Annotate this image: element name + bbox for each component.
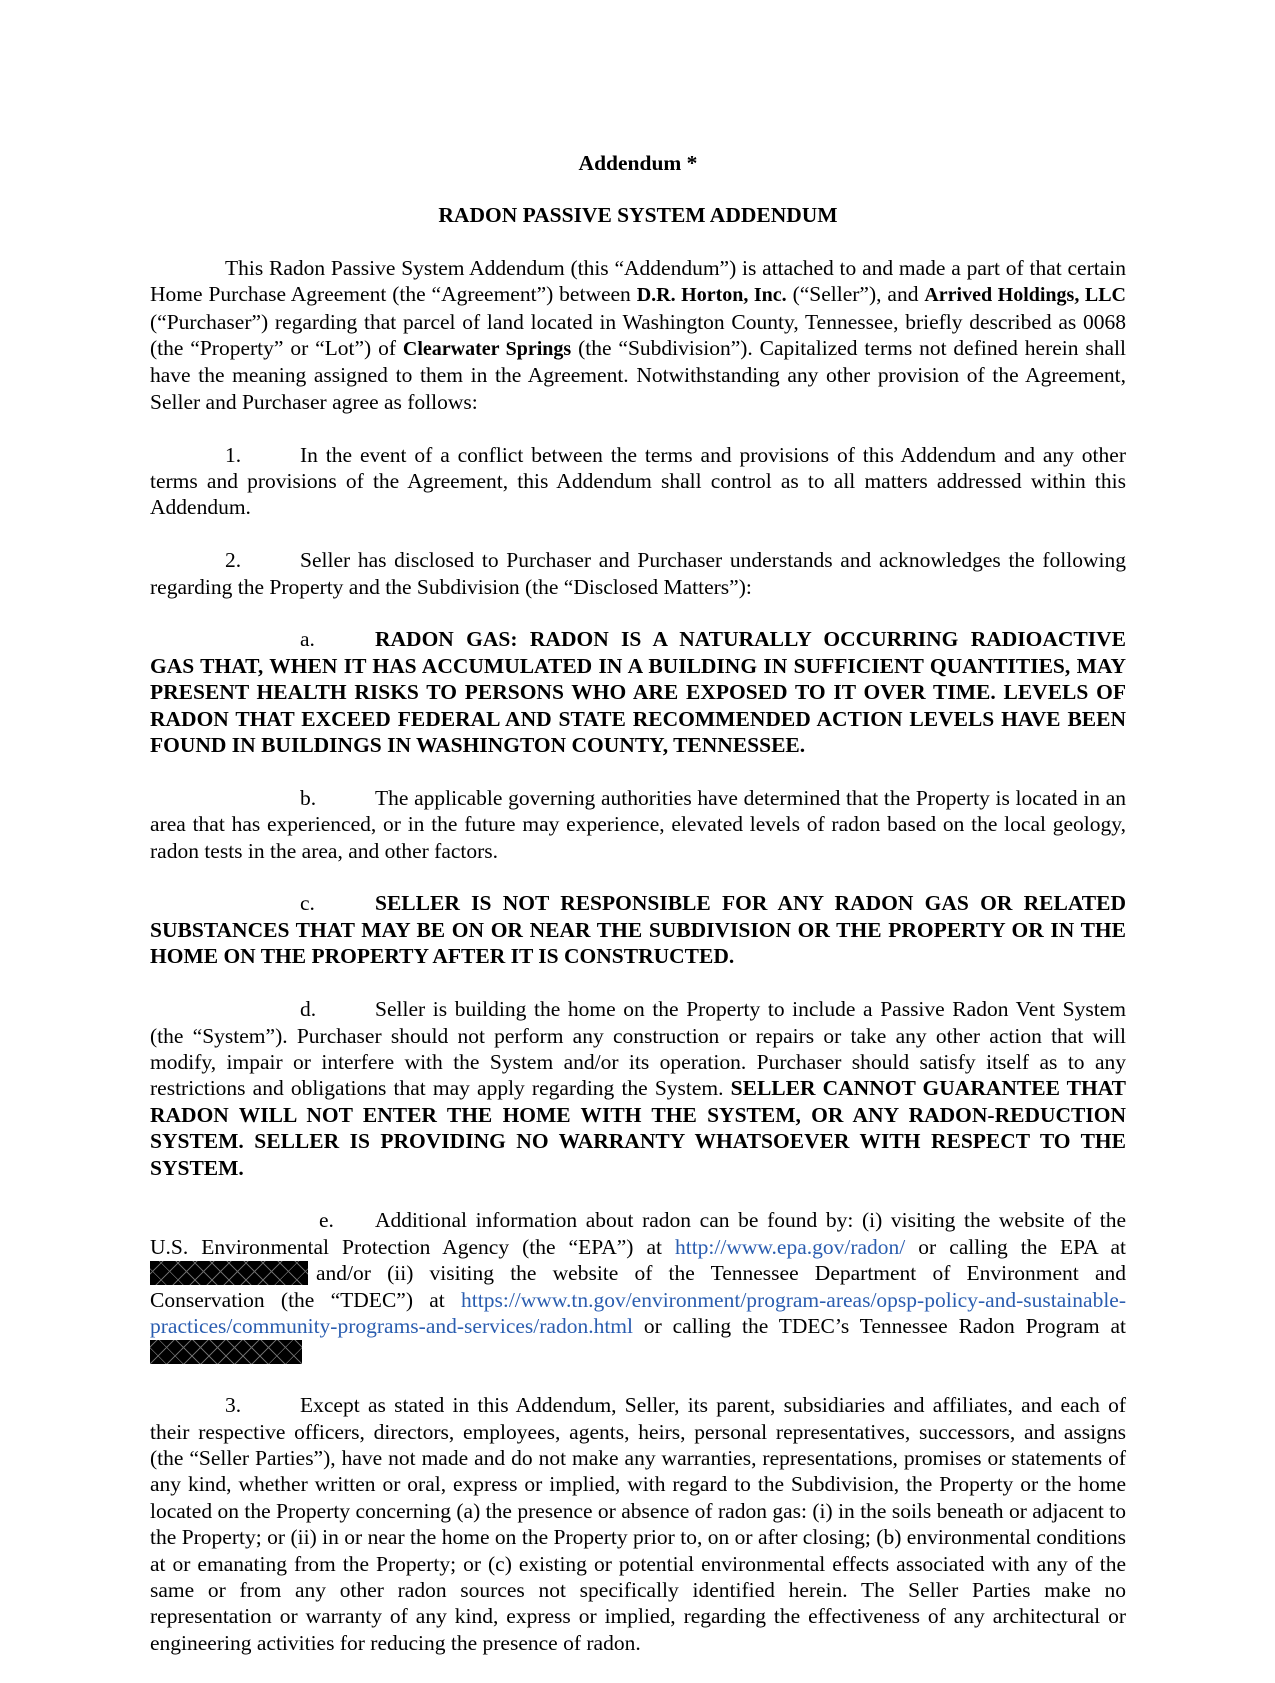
item-c: c. SELLER IS NOT RESPONSIBLE FOR ANY RADON GAS OR RELATED SUBSTANCES THAT MAY BE ON OR NEAR THE SUBDIVISION OR THE PROPERTY OR IN THE HOME ON THE PROPERTY AFTER IT IS CONSTRUCTED. <box>150 891 1126 969</box>
redacted-phone <box>150 1340 302 1364</box>
item-letter: b. <box>300 785 317 810</box>
item-letter: d. <box>300 997 317 1022</box>
page-title: RADON PASSIVE SYSTEM ADDENDUM <box>438 203 838 228</box>
section-2: 2. Seller has disclosed to Purchaser and Purchaser understands and acknowledges the following regarding the Property and the Subdivision (the “Disclosed Matters”): <box>150 548 1126 599</box>
document-page <box>150 150 1126 1683</box>
item-letter: e. <box>319 1208 334 1233</box>
section-number: 3. <box>225 1393 242 1418</box>
section-number: 2. <box>225 548 242 573</box>
seller-name: D.R. Horton, Inc. <box>636 284 787 307</box>
subdivision-name: Clearwater Springs <box>402 338 572 361</box>
item-letter: a. <box>300 627 315 652</box>
item-a: a. RADON GAS: RADON IS A NATURALLY OCCURRING RADIOACTIVE GAS THAT, WHEN IT HAS ACCUMULATED IN A BUILDING IN SUFFICIENT QUANTITIES, MAY PRESENT HEALTH RISKS TO PERSONS WHO ARE EXPOSED TO IT OVER TIME. LEVELS OF RADON THAT EXCEED FEDERAL AND STATE RECOMMENDED ACTION LEVELS HAVE BEEN FOUND IN BUILDINGS IN WASHINGTON COUNTY, TENNESSEE. <box>150 627 1126 758</box>
section-1: 1. In the event of a conflict between the terms and provisions of this Addendum and any other terms and provisions of the Agreement, this Addendum shall control as to all matters addressed within this Addendum. <box>150 442 1126 520</box>
item-letter: c. <box>300 891 315 916</box>
purchaser-name: Arrived Holdings, LLC <box>924 284 1126 307</box>
intro-paragraph: This Radon Passive System Addendum (this “Addendum”) is attached to and made a part of that certain Home Purchase Agreement (the “Agreement”) between D.R. Horton, Inc. (“Seller”), and Arrived Holdings, LLC (“Purchaser”) regarding that parcel of land located in Washington County, Tennessee, briefly described as 0068 (the “Property” or “Lot”) of Clearwater Springs (the “Subdivision”). Capitalized terms not defined herein shall have the meaning assigned to them in the Agreement. Notwithstanding any other provision of the Agreement, Seller and Purchaser agree as follows: <box>150 255 1126 414</box>
section-number: 1. <box>225 442 242 467</box>
item-d: d. Seller is building the home on the Property to include a Passive Radon Vent System (the “System”). Purchaser should not perform any construction or repairs or take any other action that will modify, impair or interfere with the System and/or its operation. Purchaser should satisfy itself as to any restrictions and obligations that may apply regarding the System. SELLER CANNOT GUARANTEE THAT RADON WILL NOT ENTER THE HOME WITH THE SYSTEM, OR ANY RADON-REDUCTION SYSTEM. SELLER IS PROVIDING NO WARRANTY WHATSOEVER WITH RESPECT TO THE SYSTEM. <box>150 997 1126 1180</box>
redacted-phone <box>150 1261 308 1285</box>
section-3: 3. Except as stated in this Addendum, Seller, its parent, subsidiaries and affiliates, and each of their respective officers, directors, employees, agents, heirs, personal representatives, successors, and assigns (the “Seller Parties”), have not made and do not make any warranties, representations, promises or statements of any kind, whether written or oral, express or implied, with regard to the Subdivision, the Property or the home located on the Property concerning (a) the presence or absence of radon gas: (i) in the soils beneath or adjacent to the Property; or (ii) in or near the home on the Property prior to, on or after closing; (b) environmental conditions at or emanating from the Property; or (c) existing or potential environmental effects associated with any of the same or from any other radon sources not specifically identified herein. The Seller Parties make no representation or warranty of any kind, express or implied, regarding the effectiveness of any architectural or engineering activities for reducing the presence of radon. <box>150 1393 1126 1655</box>
epa-link[interactable]: http://www.epa.gov/radon/ <box>674 1234 906 1259</box>
item-e: e. Additional information about radon can be found by: (i) visiting the website of the U.S. Environmental Protection Agency (the “EPA”) at http://www.epa.gov/radon/ or calling the EPA at and/or (ii) visiting the website of the Tennessee Department of Environment and Conservation (the “TDEC”) at https://www.tn.gov/environment/program-areas/opsp-policy-and-sustainable-practices/community-programs-and-services/radon.html or calling the TDEC’s Tennessee Radon Program at <box>150 1207 1126 1365</box>
tdec-link[interactable]: https://www.tn.gov/environment/program-areas/opsp-policy-and-sustainable-practices/community-programs-and-services/radon.html <box>150 1287 1126 1338</box>
item-b: b. The applicable governing authorities have determined that the Property is located in an area that has experienced, or in the future may experience, elevated levels of radon based on the local geology, radon tests in the area, and other factors. <box>150 785 1126 863</box>
warranty-disclaimer: SELLER CANNOT GUARANTEE THAT RADON WILL NOT ENTER THE HOME WITH THE SYSTEM, OR ANY RADON-REDUCTION SYSTEM. SELLER IS PROVIDING NO WARRANTY WHATSOEVER WITH RESPECT TO THE SYSTEM. <box>150 1076 1126 1180</box>
addendum-label: Addendum * <box>578 151 698 175</box>
